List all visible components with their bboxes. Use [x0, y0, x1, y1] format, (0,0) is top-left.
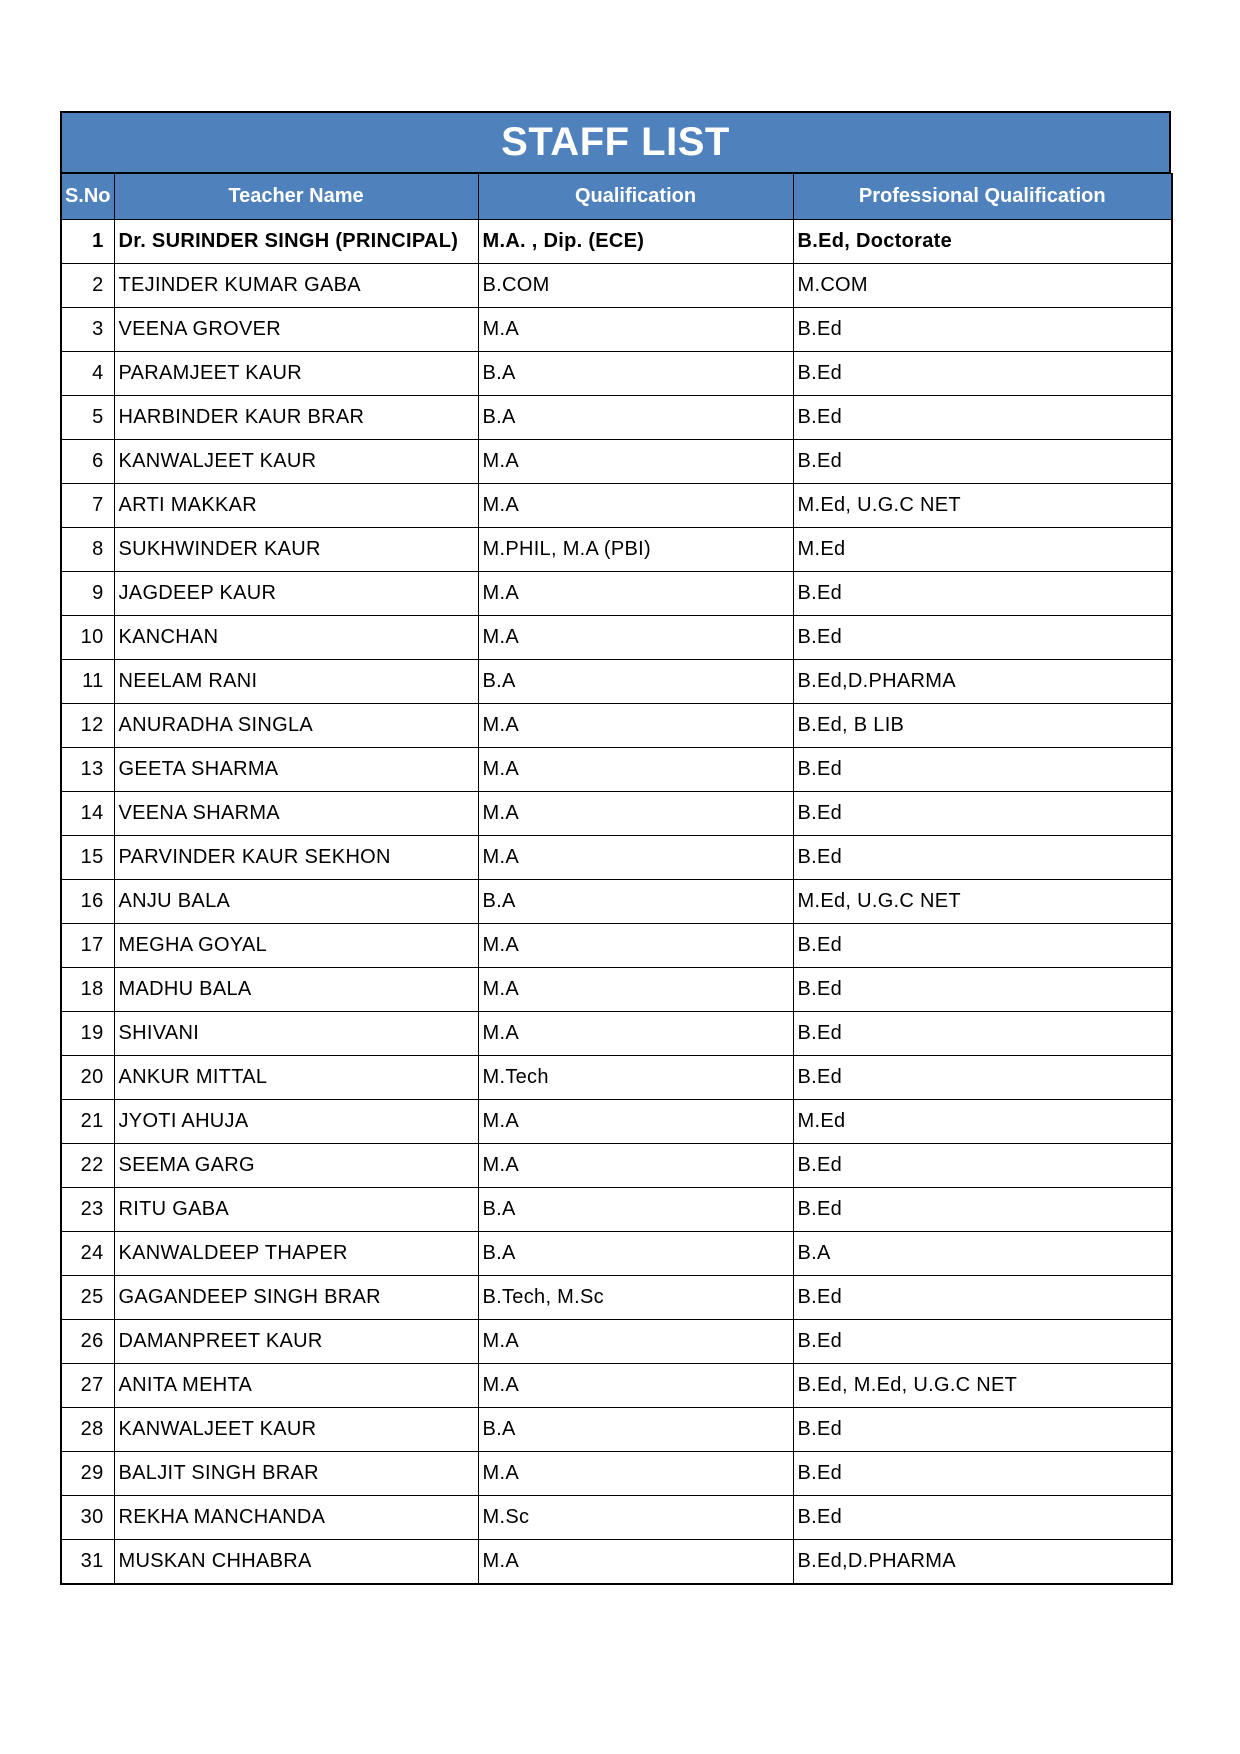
- table-row: [61, 1364, 1172, 1408]
- cell-sno: 25: [61, 1276, 114, 1320]
- cell-teacher-name: TEJINDER KUMAR GABA: [114, 264, 478, 308]
- header-row: [61, 174, 1172, 220]
- cell-qualification: M.A: [478, 924, 793, 968]
- cell-professional-qualification: M.Ed: [793, 1100, 1172, 1144]
- cell-sno: 24: [61, 1232, 114, 1276]
- table-row: [61, 572, 1172, 616]
- cell-qualification: M.A: [478, 1540, 793, 1584]
- cell-professional-qualification: B.Ed: [793, 572, 1172, 616]
- cell-professional-qualification: B.Ed: [793, 1452, 1172, 1496]
- cell-professional-qualification: B.Ed: [793, 1012, 1172, 1056]
- table-row: [61, 616, 1172, 660]
- cell-sno: 26: [61, 1320, 114, 1364]
- cell-sno: 10: [61, 616, 114, 660]
- cell-professional-qualification: M.Ed, U.G.C NET: [793, 880, 1172, 924]
- cell-sno: 1: [61, 220, 114, 264]
- cell-teacher-name: SUKHWINDER KAUR: [114, 528, 478, 572]
- cell-qualification: B.A: [478, 1188, 793, 1232]
- cell-professional-qualification: B.Ed: [793, 792, 1172, 836]
- table-row: [61, 924, 1172, 968]
- cell-qualification: M.A: [478, 1100, 793, 1144]
- cell-teacher-name: ANJU BALA: [114, 880, 478, 924]
- table-row: [61, 792, 1172, 836]
- table-row: [61, 1144, 1172, 1188]
- cell-sno: 30: [61, 1496, 114, 1540]
- cell-sno: 20: [61, 1056, 114, 1100]
- cell-teacher-name: DAMANPREET KAUR: [114, 1320, 478, 1364]
- cell-professional-qualification: B.Ed,D.PHARMA: [793, 1540, 1172, 1584]
- table-row: [61, 1408, 1172, 1452]
- cell-teacher-name: ANKUR MITTAL: [114, 1056, 478, 1100]
- cell-qualification: M.A: [478, 792, 793, 836]
- cell-teacher-name: Dr. SURINDER SINGH (PRINCIPAL): [114, 220, 478, 264]
- cell-qualification: M.Tech: [478, 1056, 793, 1100]
- cell-sno: 21: [61, 1100, 114, 1144]
- cell-teacher-name: NEELAM RANI: [114, 660, 478, 704]
- cell-qualification: M.A: [478, 572, 793, 616]
- cell-sno: 28: [61, 1408, 114, 1452]
- cell-qualification: M.A: [478, 704, 793, 748]
- cell-qualification: M.A: [478, 1320, 793, 1364]
- table-row: [61, 1276, 1172, 1320]
- cell-qualification: M.A: [478, 308, 793, 352]
- cell-qualification: B.A: [478, 660, 793, 704]
- cell-professional-qualification: M.Ed, U.G.C NET: [793, 484, 1172, 528]
- table-row: [61, 220, 1172, 264]
- cell-teacher-name: KANWALDEEP THAPER: [114, 1232, 478, 1276]
- cell-sno: 29: [61, 1452, 114, 1496]
- cell-professional-qualification: B.Ed: [793, 1276, 1172, 1320]
- cell-teacher-name: ARTI MAKKAR: [114, 484, 478, 528]
- column-header-professional-qualification: Professional Qualification: [793, 174, 1172, 220]
- cell-professional-qualification: B.Ed: [793, 924, 1172, 968]
- cell-professional-qualification: B.A: [793, 1232, 1172, 1276]
- cell-sno: 17: [61, 924, 114, 968]
- cell-qualification: B.A: [478, 1232, 793, 1276]
- cell-sno: 6: [61, 440, 114, 484]
- cell-sno: 22: [61, 1144, 114, 1188]
- cell-professional-qualification: B.Ed: [793, 1056, 1172, 1100]
- cell-teacher-name: SEEMA GARG: [114, 1144, 478, 1188]
- cell-professional-qualification: B.Ed: [793, 396, 1172, 440]
- table-row: [61, 1232, 1172, 1276]
- cell-professional-qualification: B.Ed,D.PHARMA: [793, 660, 1172, 704]
- cell-teacher-name: MADHU BALA: [114, 968, 478, 1012]
- cell-teacher-name: KANCHAN: [114, 616, 478, 660]
- cell-sno: 4: [61, 352, 114, 396]
- column-header-sno: S.No: [61, 174, 114, 220]
- cell-professional-qualification: B.Ed, M.Ed, U.G.C NET: [793, 1364, 1172, 1408]
- cell-sno: 18: [61, 968, 114, 1012]
- table-row: [61, 660, 1172, 704]
- table-header: [61, 174, 1172, 220]
- cell-sno: 12: [61, 704, 114, 748]
- cell-sno: 16: [61, 880, 114, 924]
- cell-qualification: B.A: [478, 880, 793, 924]
- cell-professional-qualification: B.Ed, B LIB: [793, 704, 1172, 748]
- staff-table: [60, 173, 1173, 1585]
- cell-qualification: M.A: [478, 440, 793, 484]
- cell-professional-qualification: B.Ed: [793, 1408, 1172, 1452]
- table-row: [61, 704, 1172, 748]
- table-body: [61, 220, 1172, 1584]
- table-row: [61, 352, 1172, 396]
- cell-qualification: M.A: [478, 1144, 793, 1188]
- table-row: [61, 1540, 1172, 1584]
- cell-sno: 13: [61, 748, 114, 792]
- cell-professional-qualification: B.Ed: [793, 352, 1172, 396]
- table-row: [61, 484, 1172, 528]
- cell-professional-qualification: B.Ed: [793, 1496, 1172, 1540]
- table-row: [61, 748, 1172, 792]
- cell-qualification: B.COM: [478, 264, 793, 308]
- cell-professional-qualification: B.Ed: [793, 440, 1172, 484]
- cell-sno: 11: [61, 660, 114, 704]
- column-header-qualification: Qualification: [478, 174, 793, 220]
- cell-professional-qualification: M.Ed: [793, 528, 1172, 572]
- cell-professional-qualification: B.Ed: [793, 1320, 1172, 1364]
- cell-professional-qualification: B.Ed: [793, 1144, 1172, 1188]
- cell-sno: 9: [61, 572, 114, 616]
- page-title: STAFF LIST: [60, 111, 1171, 173]
- cell-teacher-name: JYOTI AHUJA: [114, 1100, 478, 1144]
- table-row: [61, 440, 1172, 484]
- cell-qualification: M.A: [478, 1364, 793, 1408]
- table-row: [61, 1012, 1172, 1056]
- staff-list-sheet: [60, 111, 1171, 1585]
- cell-qualification: B.A: [478, 1408, 793, 1452]
- cell-sno: 14: [61, 792, 114, 836]
- cell-teacher-name: KANWALJEET KAUR: [114, 440, 478, 484]
- table-row: [61, 1452, 1172, 1496]
- cell-teacher-name: PARVINDER KAUR SEKHON: [114, 836, 478, 880]
- table-row: [61, 1100, 1172, 1144]
- cell-sno: 19: [61, 1012, 114, 1056]
- cell-sno: 15: [61, 836, 114, 880]
- cell-teacher-name: GEETA SHARMA: [114, 748, 478, 792]
- cell-qualification: M.PHIL, M.A (PBI): [478, 528, 793, 572]
- table-row: [61, 880, 1172, 924]
- cell-qualification: B.A: [478, 396, 793, 440]
- column-header-teacher-name: Teacher Name: [114, 174, 478, 220]
- cell-teacher-name: BALJIT SINGH BRAR: [114, 1452, 478, 1496]
- table-row: [61, 396, 1172, 440]
- cell-sno: 27: [61, 1364, 114, 1408]
- cell-teacher-name: ANURADHA SINGLA: [114, 704, 478, 748]
- cell-teacher-name: PARAMJEET KAUR: [114, 352, 478, 396]
- cell-professional-qualification: B.Ed: [793, 616, 1172, 660]
- cell-sno: 5: [61, 396, 114, 440]
- cell-teacher-name: MUSKAN CHHABRA: [114, 1540, 478, 1584]
- cell-teacher-name: VEENA GROVER: [114, 308, 478, 352]
- cell-professional-qualification: B.Ed: [793, 836, 1172, 880]
- cell-qualification: M.A: [478, 484, 793, 528]
- cell-qualification: M.Sc: [478, 1496, 793, 1540]
- cell-teacher-name: RITU GABA: [114, 1188, 478, 1232]
- cell-teacher-name: REKHA MANCHANDA: [114, 1496, 478, 1540]
- cell-qualification: M.A: [478, 748, 793, 792]
- table-row: [61, 264, 1172, 308]
- cell-qualification: M.A: [478, 1012, 793, 1056]
- cell-sno: 7: [61, 484, 114, 528]
- cell-professional-qualification: B.Ed: [793, 308, 1172, 352]
- cell-professional-qualification: M.COM: [793, 264, 1172, 308]
- cell-professional-qualification: B.Ed, Doctorate: [793, 220, 1172, 264]
- cell-qualification: M.A: [478, 616, 793, 660]
- cell-qualification: M.A: [478, 1452, 793, 1496]
- cell-sno: 2: [61, 264, 114, 308]
- cell-teacher-name: VEENA SHARMA: [114, 792, 478, 836]
- cell-teacher-name: JAGDEEP KAUR: [114, 572, 478, 616]
- table-row: [61, 308, 1172, 352]
- cell-professional-qualification: B.Ed: [793, 748, 1172, 792]
- cell-qualification: B.Tech, M.Sc: [478, 1276, 793, 1320]
- cell-teacher-name: HARBINDER KAUR BRAR: [114, 396, 478, 440]
- table-row: [61, 1056, 1172, 1100]
- cell-professional-qualification: B.Ed: [793, 1188, 1172, 1232]
- cell-qualification: M.A. , Dip. (ECE): [478, 220, 793, 264]
- cell-teacher-name: KANWALJEET KAUR: [114, 1408, 478, 1452]
- cell-sno: 3: [61, 308, 114, 352]
- cell-teacher-name: GAGANDEEP SINGH BRAR: [114, 1276, 478, 1320]
- cell-sno: 31: [61, 1540, 114, 1584]
- cell-teacher-name: ANITA MEHTA: [114, 1364, 478, 1408]
- table-row: [61, 1496, 1172, 1540]
- cell-teacher-name: SHIVANI: [114, 1012, 478, 1056]
- cell-qualification: M.A: [478, 968, 793, 1012]
- cell-sno: 23: [61, 1188, 114, 1232]
- table-row: [61, 1320, 1172, 1364]
- table-row: [61, 1188, 1172, 1232]
- cell-qualification: B.A: [478, 352, 793, 396]
- table-row: [61, 528, 1172, 572]
- cell-professional-qualification: B.Ed: [793, 968, 1172, 1012]
- table-row: [61, 836, 1172, 880]
- cell-qualification: M.A: [478, 836, 793, 880]
- table-row: [61, 968, 1172, 1012]
- cell-sno: 8: [61, 528, 114, 572]
- cell-teacher-name: MEGHA GOYAL: [114, 924, 478, 968]
